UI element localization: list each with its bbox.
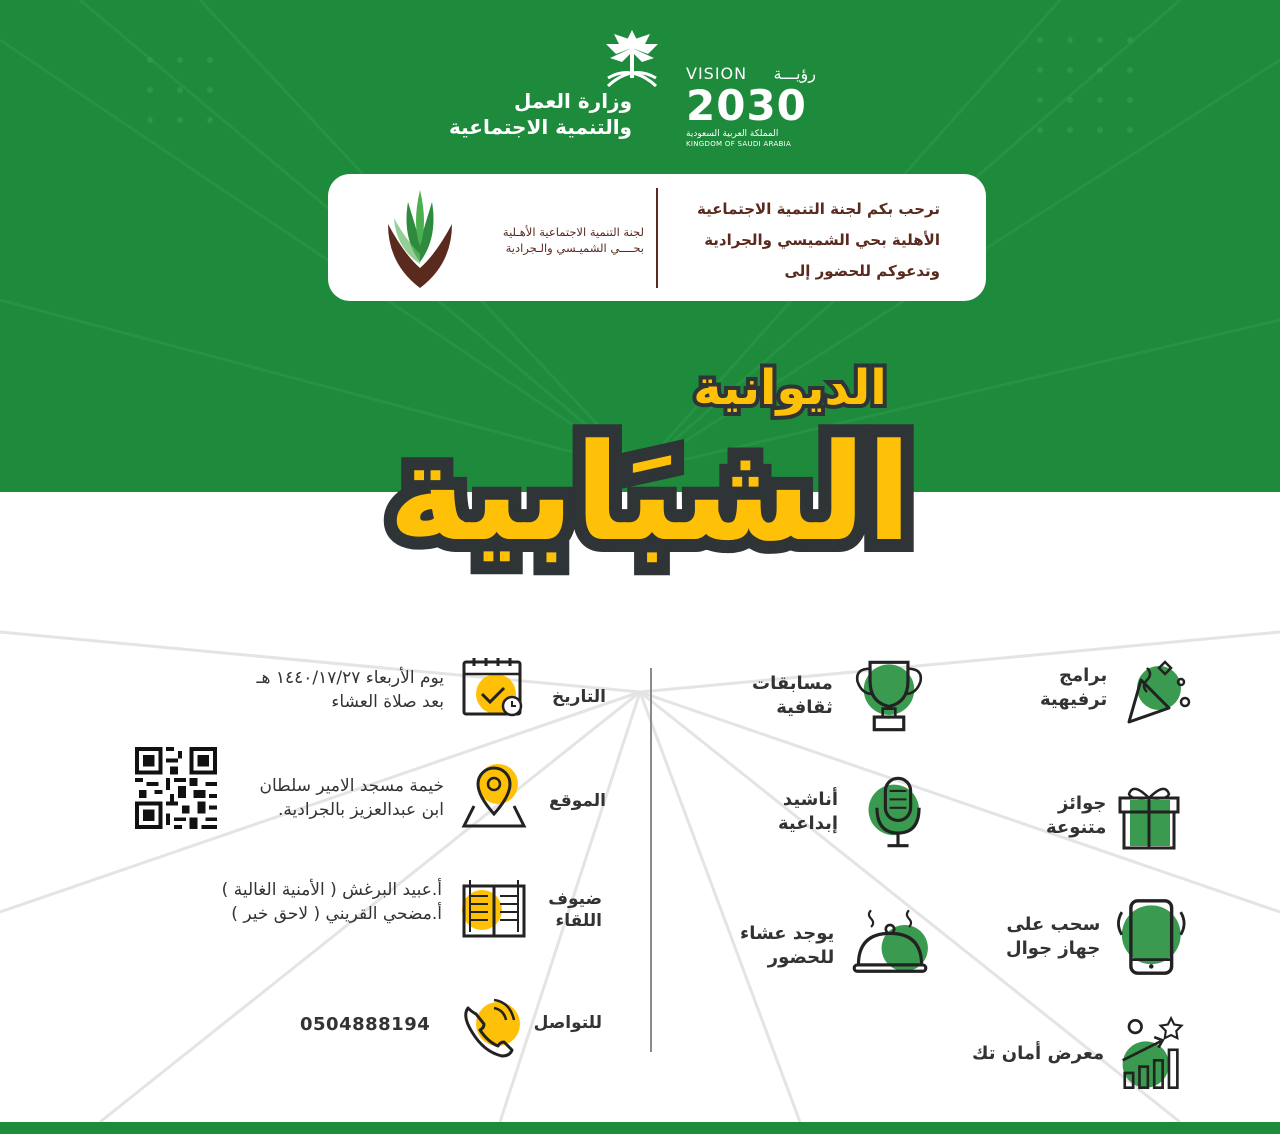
feature-label-2: جهاز جوال [1006,938,1101,959]
title-big: الشبَابية [388,415,912,571]
location-line-2: ابن عبدالعزيز بالجرادية. [278,800,444,820]
contact-label: للتواصل [533,1013,602,1033]
food-tray-icon [850,906,930,986]
feature-label-2: ثقافية [776,697,833,718]
invitation-line-1: ترحب بكم لجنة التنمية الاجتماعية [696,200,940,218]
vision-word-ar: رؤيـــة [773,64,816,83]
feature-competitions [752,656,929,736]
feature-dinner [740,906,930,986]
vision-country-ar: المملكة العربية السعودية [686,129,779,139]
committee-name-line-2: بحــــي الشميـسي والـجرادية [505,241,644,255]
title-small: الديوانية [693,360,887,416]
feature-label-1: معرض أمان تك [972,1043,1105,1064]
trophy-icon [849,656,929,736]
feature-prizes [1046,778,1188,854]
ministry-line-1: وزارة العمل [514,89,632,113]
party-popper-icon [1119,650,1195,726]
guest-1: أ.عبيد البرغش ( الأمنية الغالية ) [221,880,442,900]
event-title [330,360,970,610]
invitation-card [328,174,986,301]
committee-name [456,224,644,256]
card-divider [656,188,658,288]
calendar-icon [460,654,528,722]
invitation-line-2: الأهلية بحي الشميسي والجرادية [704,231,940,249]
feature-label-1: برامج [1059,665,1108,686]
feature-label-2: إبداعية [778,813,839,834]
vision-year: 2030 [686,81,807,130]
column-divider [650,668,652,1052]
feature-label-2: للحضور [767,947,835,968]
feature-entertainment [1040,650,1195,726]
feature-label-1: أناشيد [782,789,839,810]
vision-word-en: VISION [686,64,748,83]
feature-aman-tech [972,1014,1190,1094]
feature-phone-draw [1006,894,1192,980]
invitation-line-3: وتدعوكم للحضور إلى [784,262,940,280]
feature-label-2: متنوعة [1046,817,1107,838]
date-value [160,666,444,714]
date-label: التاريخ [552,687,606,707]
location-pin-icon [460,762,528,830]
guests-value [160,878,442,926]
feature-nasheeds [778,772,938,852]
ministry-name [440,88,632,140]
guests-label-line-2: اللقاء [555,911,602,931]
location-line-1: خيمة مسجد الامير سلطان [259,776,444,796]
guests-label [520,888,602,932]
mobile-phone-icon [1106,894,1192,980]
feature-label-1: مسابقات [752,673,833,694]
vision-2030-logo [686,64,816,148]
vision-country-en: KINGDOM OF SAUDI ARABIA [686,140,792,148]
committee-name-line-1: لجنة التنمية الاجتماعية الأهـلية [502,225,644,239]
date-line-2: بعد صلاة العشاء [331,692,444,712]
gift-icon [1112,778,1188,854]
phone-call-icon [458,994,526,1062]
guest-2: أ.مضحي القريني ( لاحق خير ) [231,904,442,924]
committee-logo-icon [382,184,458,292]
footer-green-strip [0,1122,1280,1134]
feature-label-2: ترفيهية [1040,689,1108,710]
growth-chart-icon [1110,1014,1190,1094]
feature-label-1: سحب على [1006,914,1101,935]
open-book-icon [460,876,528,944]
feature-label-1: جوائز [1057,793,1107,814]
palm-swords-emblem-icon [592,24,672,90]
location-label: الموقع [548,791,606,811]
contact-phone[interactable]: 0504888194 [300,1014,431,1035]
date-line-1: يوم الأربعاء ١٤٤٠/١٧/٢٧ هـ [256,668,444,688]
feature-label-1: يوجد عشاء [740,923,835,944]
guests-label-line-1: ضيوف [548,889,602,909]
location-qr-code[interactable] [135,747,217,829]
invitation-text [678,194,940,287]
microphone-icon [858,772,938,852]
ministry-line-2: والتنمية الاجتماعية [449,115,632,139]
